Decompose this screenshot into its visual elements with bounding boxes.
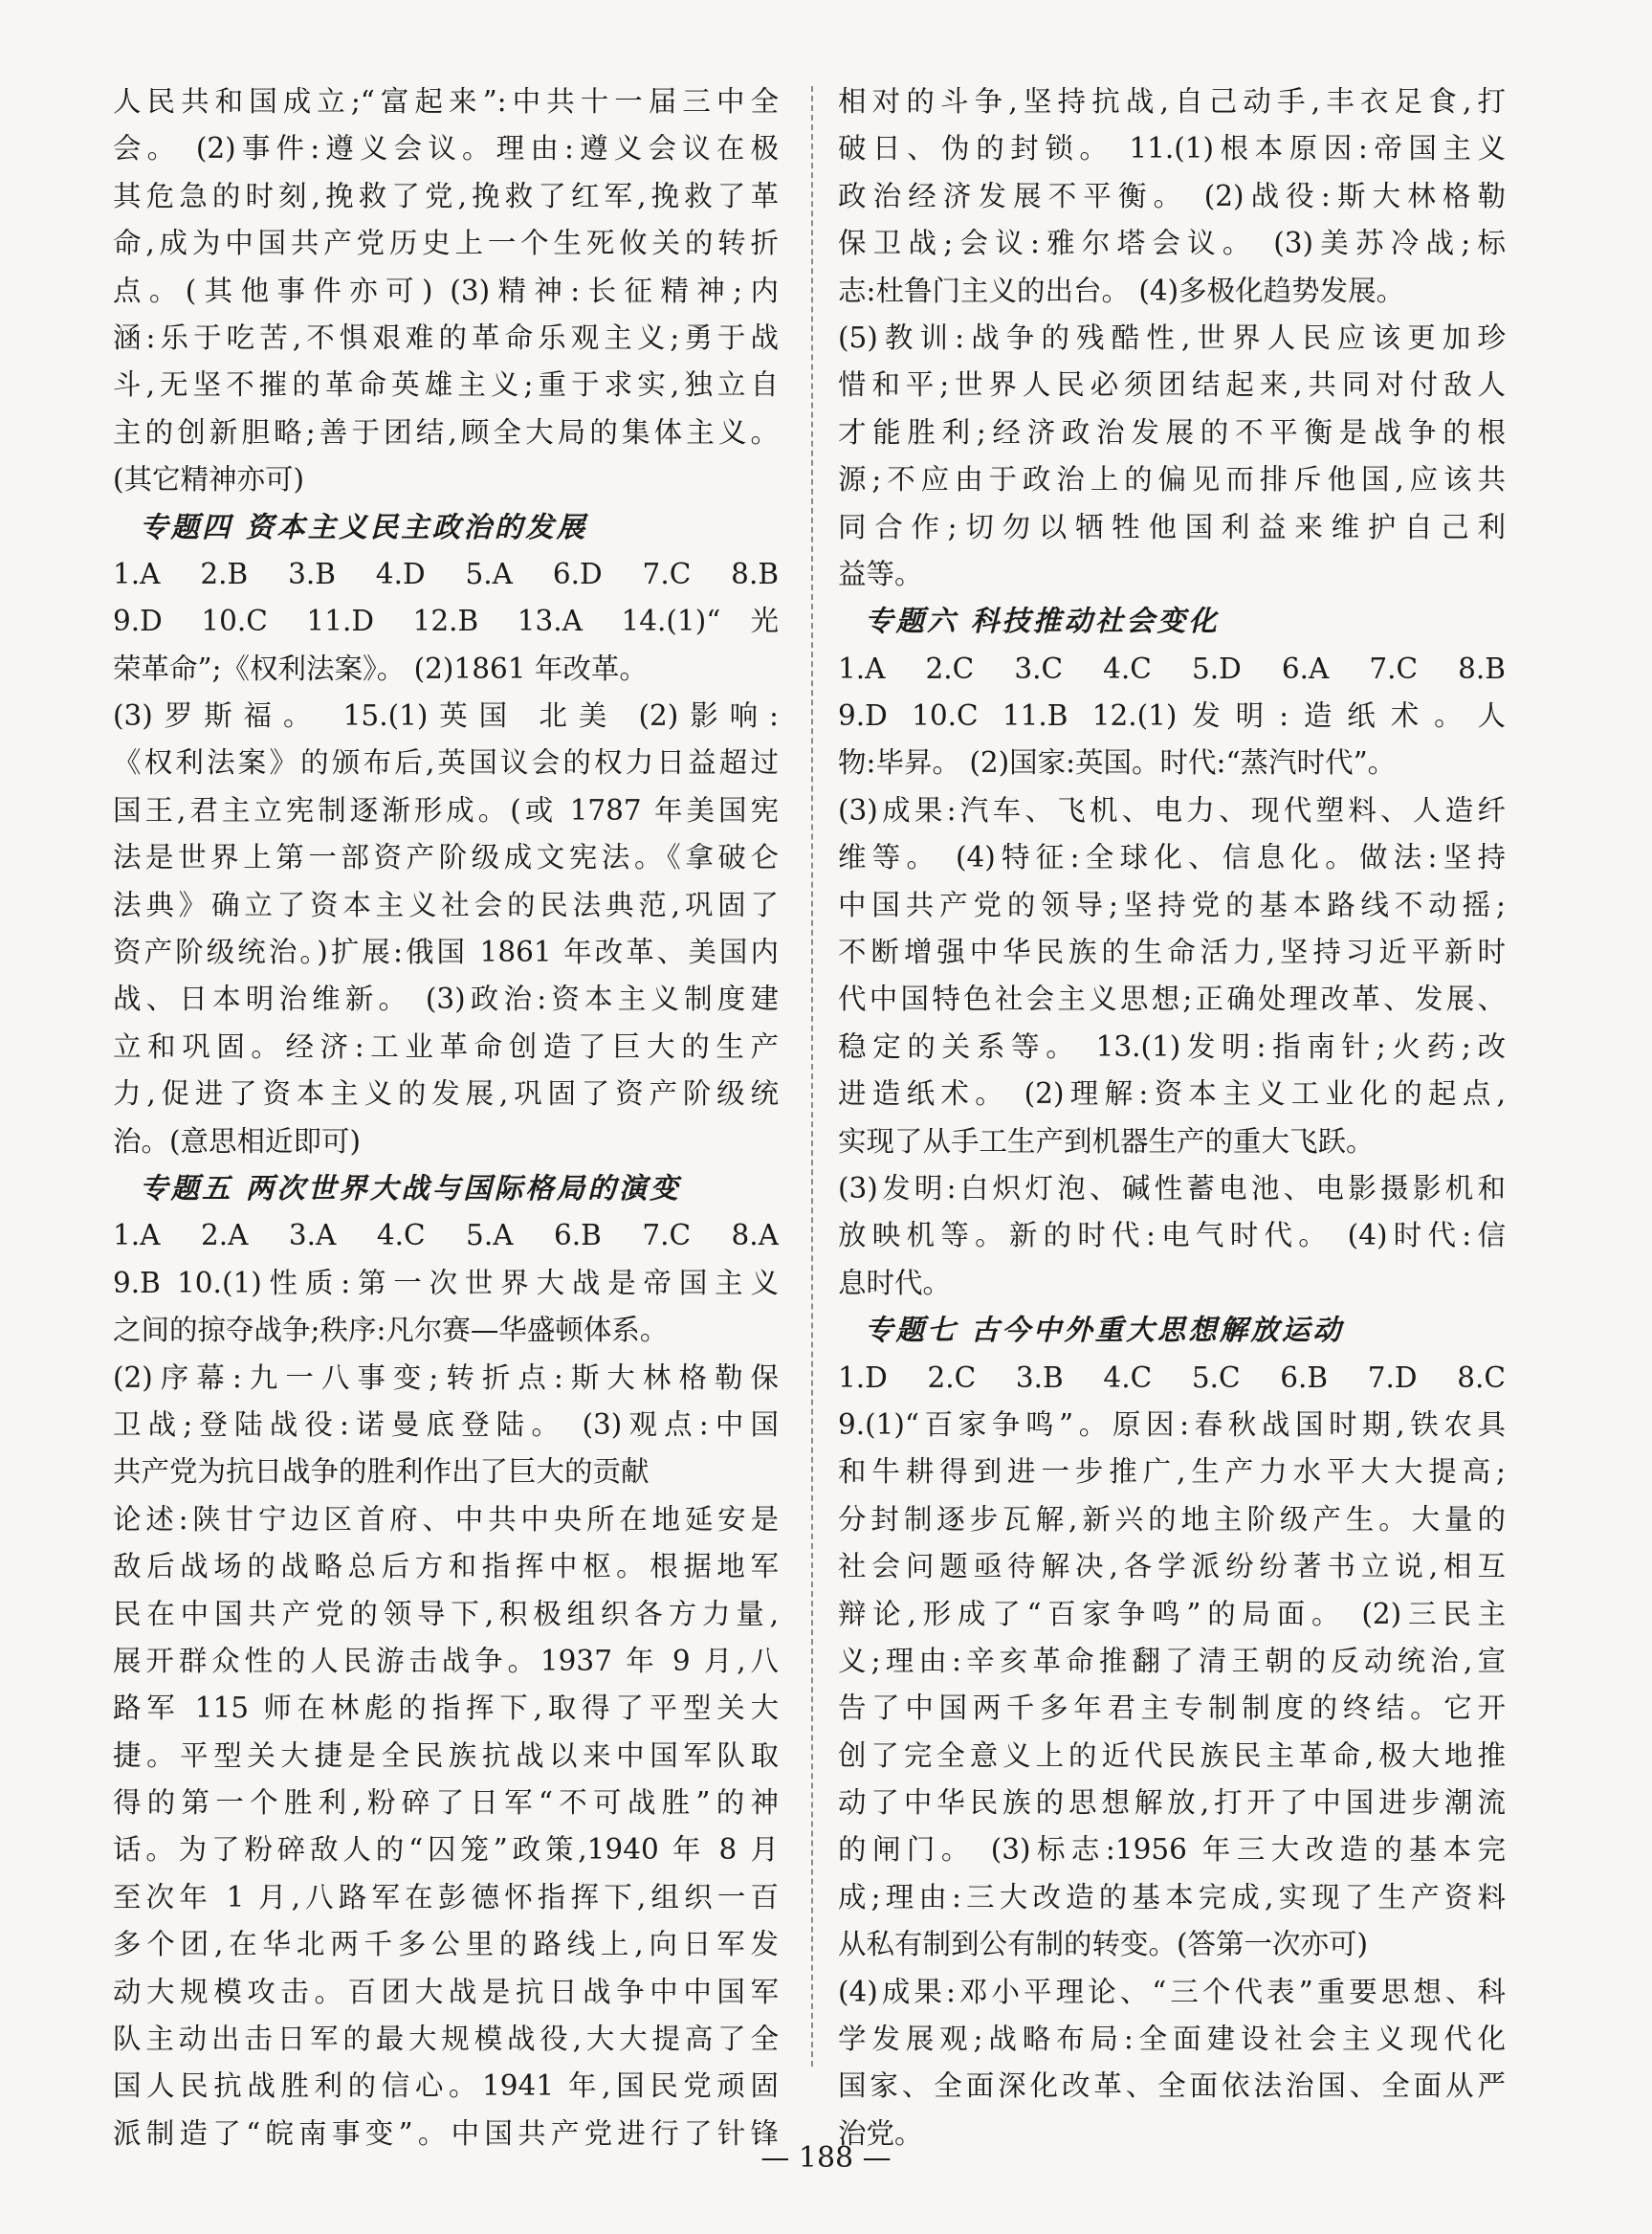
text-line: 国家、全面深化改革、全面依法治国、全面从严 [838, 2069, 1506, 2103]
text-line: 荣革命”;《权利法案》。 (2)1861 年改革。 [113, 652, 648, 685]
text-line: 治党。 [838, 2116, 923, 2150]
text-line: 9.(1)“百家争鸣”。原因:春秋战国时期,铁农具 [838, 1407, 1506, 1441]
text-line: (2)序幕:九一八事变;转折点:斯大林格勒保 [113, 1360, 779, 1394]
text-line: 益等。 [838, 557, 923, 590]
text-line: 进造纸术。 (2)理解:资本主义工业化的起点, [838, 1077, 1506, 1111]
text-line: 命,成为中国共产党历史上一个生死攸关的转折 [113, 227, 779, 260]
text-line: 派制造了“皖南事变”。中国共产党进行了针锋 [113, 2116, 779, 2150]
text-line: 《权利法案》的颁布后,英国议会的权力日益超过 [113, 746, 779, 780]
text-line: 展开群众性的人民游击战争。1937 年 9 月,八 [113, 1644, 779, 1677]
section-heading: 专题六 科技推动社会变化 [865, 605, 1220, 638]
text-line: 力,促进了资本主义的发展,巩固了资产阶级统 [113, 1077, 779, 1111]
text-line: 成;理由:三大改造的基本完成,实现了生产资料 [838, 1880, 1506, 1913]
text-line: 路军 115 师在林彪的指挥下,取得了平型关大 [113, 1692, 779, 1725]
text-line: 分封制逐步瓦解,新兴的地主阶级产生。大量的 [838, 1502, 1506, 1536]
text-line: 的闸门。 (3)标志:1956 年三大改造的基本完 [838, 1833, 1506, 1867]
text-line: 相对的斗争,坚持抗战,自己动手,丰衣足食,打 [838, 85, 1506, 118]
text-line: 创了完全意义上的近代民族民主革命,极大地推 [838, 1738, 1506, 1772]
text-line: 辩论,形成了“百家争鸣”的局面。 (2)三民主 [838, 1597, 1506, 1630]
text-line: 惜和平;世界人民必须团结起来,共同对付敌人 [838, 368, 1506, 402]
text-line: 其危急的时刻,挽救了党,挽救了红军,挽救了革 [113, 179, 779, 212]
text-line: 不断增强中华民族的生命活力,坚持习近平新时 [838, 936, 1506, 969]
text-line: 实现了从手工生产到机器生产的重大飞跃。 [838, 1124, 1375, 1158]
text-line: (3)发明:白炽灯泡、碱性蓄电池、电影摄影机和 [838, 1171, 1506, 1205]
text-line: 民在中国共产党的领导下,积极组织各方力量, [113, 1597, 779, 1630]
left-column [113, 78, 779, 2157]
text-line: 战、日本明治维新。 (3)政治:资本主义制度建 [113, 983, 779, 1016]
text-line: 治。(意思相近即可) [113, 1124, 362, 1158]
text-line: 物:毕昇。 (2)国家:英国。时代:“蒸汽时代”。 [838, 746, 1397, 780]
text-line: 卫战;登陆战役:诺曼底登陆。 (3)观点:中国 [113, 1407, 779, 1441]
text-line: (5)教训:战争的残酷性,世界人民应该更加珍 [838, 321, 1506, 354]
text-line: 敌后战场的战略总后方和指挥中枢。根据地军 [113, 1550, 779, 1583]
text-line: 话。为了粉碎敌人的“囚笼”政策,1940 年 8 月 [113, 1833, 779, 1867]
text-line: 国人民抗战胜利的信心。1941 年,国民党顽固 [113, 2069, 779, 2103]
column-divider [811, 86, 813, 2067]
text-line: 学发展观;战略布局:全面建设社会主义现代化 [838, 2023, 1506, 2056]
text-line: 之间的掠夺战争;秩序:凡尔赛—华盛顿体系。 [113, 1314, 669, 1347]
text-line: 捷。平型关大捷是全民族抗战以来中国军队取 [113, 1738, 779, 1772]
text-line: 主的创新胆略;善于团结,顾全大局的集体主义。 [113, 415, 779, 449]
text-line: 9.B 10.(1)性质:第一次世界大战是帝国主义 [113, 1266, 779, 1299]
text-line: 告了中国两千多年君主专制制度的终结。它开 [838, 1692, 1506, 1725]
text-line: 共产党为抗日战争的胜利作出了巨大的贡献 [113, 1455, 650, 1489]
text-line: 1.A 2.B 3.B 4.D 5.A 6.D 7.C 8.B [113, 557, 779, 590]
section-heading: 专题四 资本主义民主政治的发展 [140, 510, 588, 543]
text-line: 维等。 (4)特征:全球化、信息化。做法:坚持 [838, 841, 1506, 874]
text-line: 代中国特色社会主义思想;正确处理改革、发展、 [838, 983, 1506, 1016]
text-line: 息时代。 [838, 1266, 952, 1299]
text-line: 从私有制到公有制的转变。(答第一次亦可) [838, 1928, 1369, 1961]
section-heading: 专题五 两次世界大战与国际格局的演变 [140, 1171, 681, 1205]
text-line: 保卫战;会议:雅尔塔会议。 (3)美苏冷战;标 [838, 227, 1506, 260]
text-line: 才能胜利;经济政治发展的不平衡是战争的根 [838, 415, 1506, 449]
text-line: 社会问题亟待解决,各学派纷纷著书立说,相互 [838, 1550, 1506, 1583]
section-heading: 专题七 古今中外重大思想解放运动 [865, 1314, 1344, 1347]
text-line: 和牛耕得到进一步推广,生产力水平大大提高; [838, 1455, 1506, 1489]
text-line: 斗,无坚不摧的革命英雄主义;重于求实,独立自 [113, 368, 779, 402]
text-line: 义;理由:辛亥革命推翻了清王朝的反动统治,宣 [838, 1644, 1506, 1677]
text-line: 源;不应由于政治上的偏见而排斥他国,应该共 [838, 463, 1506, 497]
text-line: 国王,君主立宪制逐渐形成。(或 1787 年美国宪 [113, 793, 779, 827]
text-line: 法是世界上第一部资产阶级成文宪法。《拿破仑 [113, 841, 779, 874]
text-line: 队主动出击日军的最大规模战役,大大提高了全 [113, 2023, 779, 2056]
text-line: 中国共产党的领导;坚持党的基本路线不动摇; [838, 888, 1506, 921]
text-line: 稳定的关系等。 13.(1)发明:指南针;火药;改 [838, 1029, 1506, 1063]
text-line: 放映机等。新的时代:电气时代。 (4)时代:信 [838, 1219, 1506, 1252]
text-line: 同合作;切勿以牺牲他国利益来维护自己利 [838, 510, 1506, 543]
text-line: 志:杜鲁门主义的出台。 (4)多极化趋势发展。 [838, 274, 1405, 307]
text-line: 政治经济发展不平衡。 (2)战役:斯大林格勒 [838, 179, 1506, 212]
text-line: (3)罗斯福。 15.(1)英国 北美 (2)影响: [113, 699, 779, 733]
text-line: 1.A 2.A 3.A 4.C 5.A 6.B 7.C 8.A [113, 1219, 779, 1252]
text-line: 动大规模攻击。百团大战是抗日战争中中国军 [113, 1975, 779, 2008]
text-line: 得的第一个胜利,粉碎了日军“不可战胜”的神 [113, 1786, 779, 1820]
text-line: 1.D 2.C 3.B 4.C 5.C 6.B 7.D 8.C [838, 1360, 1506, 1394]
text-line: 动了中华民族的思想解放,打开了中国进步潮流 [838, 1786, 1506, 1820]
text-line: 点。(其他事件亦可) (3)精神:长征精神;内 [113, 274, 779, 307]
text-line: 至次年 1 月,八路军在彭德怀指挥下,组织一百 [113, 1880, 779, 1913]
text-line: 多个团,在华北两千多公里的路线上,向日军发 [113, 1928, 779, 1961]
text-line: 会。 (2)事件:遵义会议。理由:遵义会议在极 [113, 132, 779, 166]
text-line: 9.D 10.C 11.B 12.(1)发明:造纸术。人 [838, 699, 1506, 733]
text-line: (其它精神亦可) [113, 463, 305, 497]
page-number: — 188 — [760, 2141, 892, 2175]
text-line: 资产阶级统治。)扩展:俄国 1861 年改革、美国内 [113, 936, 779, 969]
text-line: 法典》确立了资本主义社会的民法典范,巩固了 [113, 888, 779, 921]
text-line: 论述:陕甘宁边区首府、中共中央所在地延安是 [113, 1502, 779, 1536]
text-line: 涵:乐于吃苦,不惧艰难的革命乐观主义;勇于战 [113, 321, 779, 354]
text-line: 破日、伪的封锁。 11.(1)根本原因:帝国主义 [838, 132, 1506, 166]
text-line: (3)成果:汽车、飞机、电力、现代塑料、人造纤 [838, 793, 1506, 827]
text-line: 立和巩固。经济:工业革命创造了巨大的生产 [113, 1029, 779, 1063]
text-line: 人民共和国成立;“富起来”:中共十一届三中全 [113, 85, 779, 118]
text-line: 1.A 2.C 3.C 4.C 5.D 6.A 7.C 8.B [838, 652, 1506, 685]
right-column [838, 78, 1506, 2157]
text-line: 9.D 10.C 11.D 12.B 13.A 14.(1)“光 [113, 605, 779, 638]
text-line: (4)成果:邓小平理论、“三个代表”重要思想、科 [838, 1975, 1506, 2008]
